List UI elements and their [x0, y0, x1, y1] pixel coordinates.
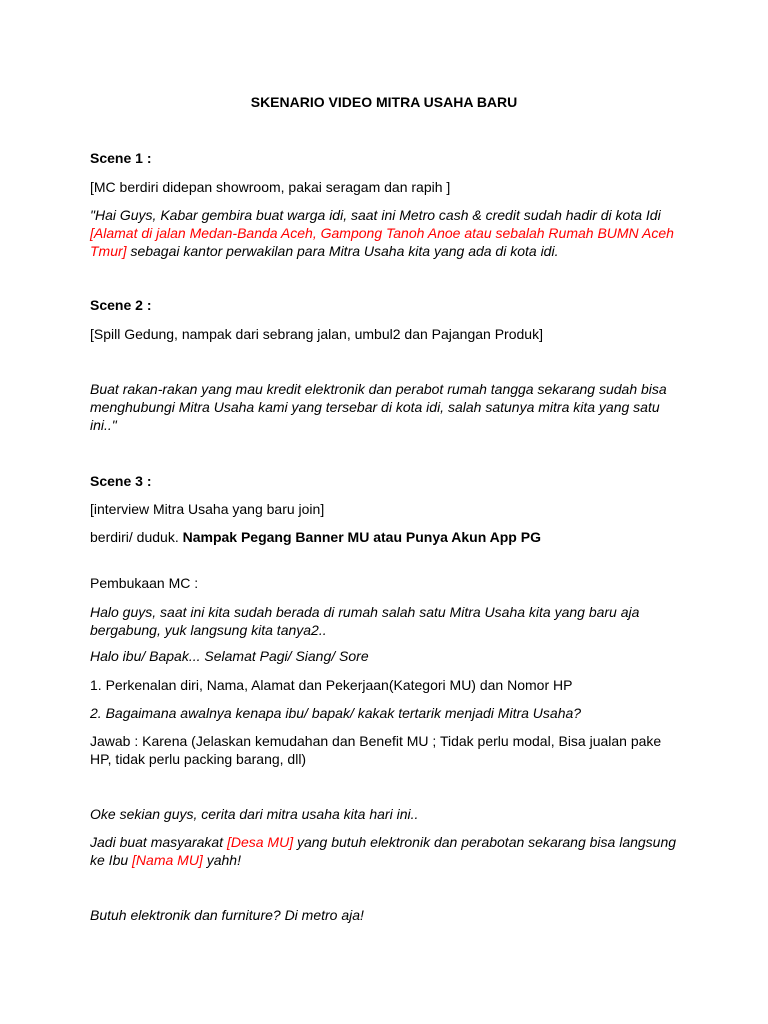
- scene-1-heading: Scene 1 :: [90, 150, 152, 166]
- scene-1-dialogue-line-3: [90, 242, 708, 260]
- scene-1-direction: [MC berdiri didepan showroom, pakai seragam dan rapih ]: [90, 179, 451, 195]
- pose-emphasis: Nampak Pegang Banner MU atau Punya Akun App PG: [182, 529, 541, 545]
- scene-1-dialogue-line-1: "Hai Guys, Kabar gembira buat warga idi, saat ini Metro cash & credit sudah hadir di kota Idi: [90, 207, 661, 223]
- closing-line-3: [90, 851, 708, 869]
- opening-line-2: bergabung, yuk langsung kita tanya2..: [90, 622, 327, 638]
- closing-text-a: Jadi buat masyarakat: [90, 834, 227, 850]
- document-title: SKENARIO VIDEO MITRA USAHA BARU: [250, 94, 518, 110]
- scene-1-address-placeholder-end: Tmur]: [90, 243, 127, 259]
- scene-1-dialogue-end: sebagai kantor perwakilan para Mitra Usaha kita yang ada di kota idi.: [126, 243, 559, 259]
- scene-3-pose-instruction: [90, 528, 708, 546]
- scene-2-dialogue-line-3: ini..": [90, 417, 117, 433]
- scene-2-dialogue-line-1: Buat rakan-rakan yang mau kredit elektronik dan perabot rumah tangga sekarang sudah bisa: [90, 381, 667, 397]
- scene-2-dialogue-line-2: menghubungi Mitra Usaha kami yang tersebar di kota idi, salah satunya mitra kita yang satu: [90, 399, 660, 415]
- opening-mc-label: Pembukaan MC :: [90, 575, 199, 591]
- scene-3-direction: [interview Mitra Usaha yang baru join]: [90, 501, 325, 517]
- nama-mu-placeholder: [Nama MU]: [132, 852, 203, 868]
- desa-mu-placeholder: [Desa MU]: [226, 834, 294, 850]
- tagline: Butuh elektronik dan furniture? Di metro aja!: [90, 907, 364, 923]
- question-2: 2. Bagaimana awalnya kenapa ibu/ bapak/ kakak tertarik menjadi Mitra Usaha?: [90, 705, 582, 721]
- closing-text-c: ke Ibu: [90, 852, 133, 868]
- pose-text: berdiri/ duduk.: [90, 529, 183, 545]
- closing-line-2: [90, 833, 708, 851]
- opening-line-1: Halo guys, saat ini kita sudah berada di rumah salah satu Mitra Usaha kita yang baru aja: [90, 604, 640, 620]
- greeting-line: Halo ibu/ Bapak... Selamat Pagi/ Siang/ Sore: [90, 648, 369, 664]
- answer-line-1: Jawab : Karena (Jelaskan kemudahan dan Benefit MU ; Tidak perlu modal, Bisa jualan pake: [90, 733, 662, 749]
- question-1: 1. Perkenalan diri, Nama, Alamat dan Pekerjaan(Kategori MU) dan Nomor HP: [90, 677, 573, 693]
- closing-text-b: yang butuh elektronik dan perabotan sekarang bisa langsung: [293, 834, 677, 850]
- scene-3-heading: Scene 3 :: [90, 473, 152, 489]
- scene-2-heading: Scene 2 :: [90, 297, 152, 313]
- answer-line-2: HP, tidak perlu packing barang, dll): [90, 751, 307, 767]
- scene-1-address-placeholder: [Alamat di jalan Medan-Banda Aceh, Gampong Tanoh Anoe atau sebalah Rumah BUMN Aceh: [90, 225, 674, 241]
- scene-2-direction: [Spill Gedung, nampak dari sebrang jalan, umbul2 dan Pajangan Produk]: [90, 326, 543, 342]
- closing-text-d: yahh!: [202, 852, 241, 868]
- closing-line-1: Oke sekian guys, cerita dari mitra usaha kita hari ini..: [90, 806, 419, 822]
